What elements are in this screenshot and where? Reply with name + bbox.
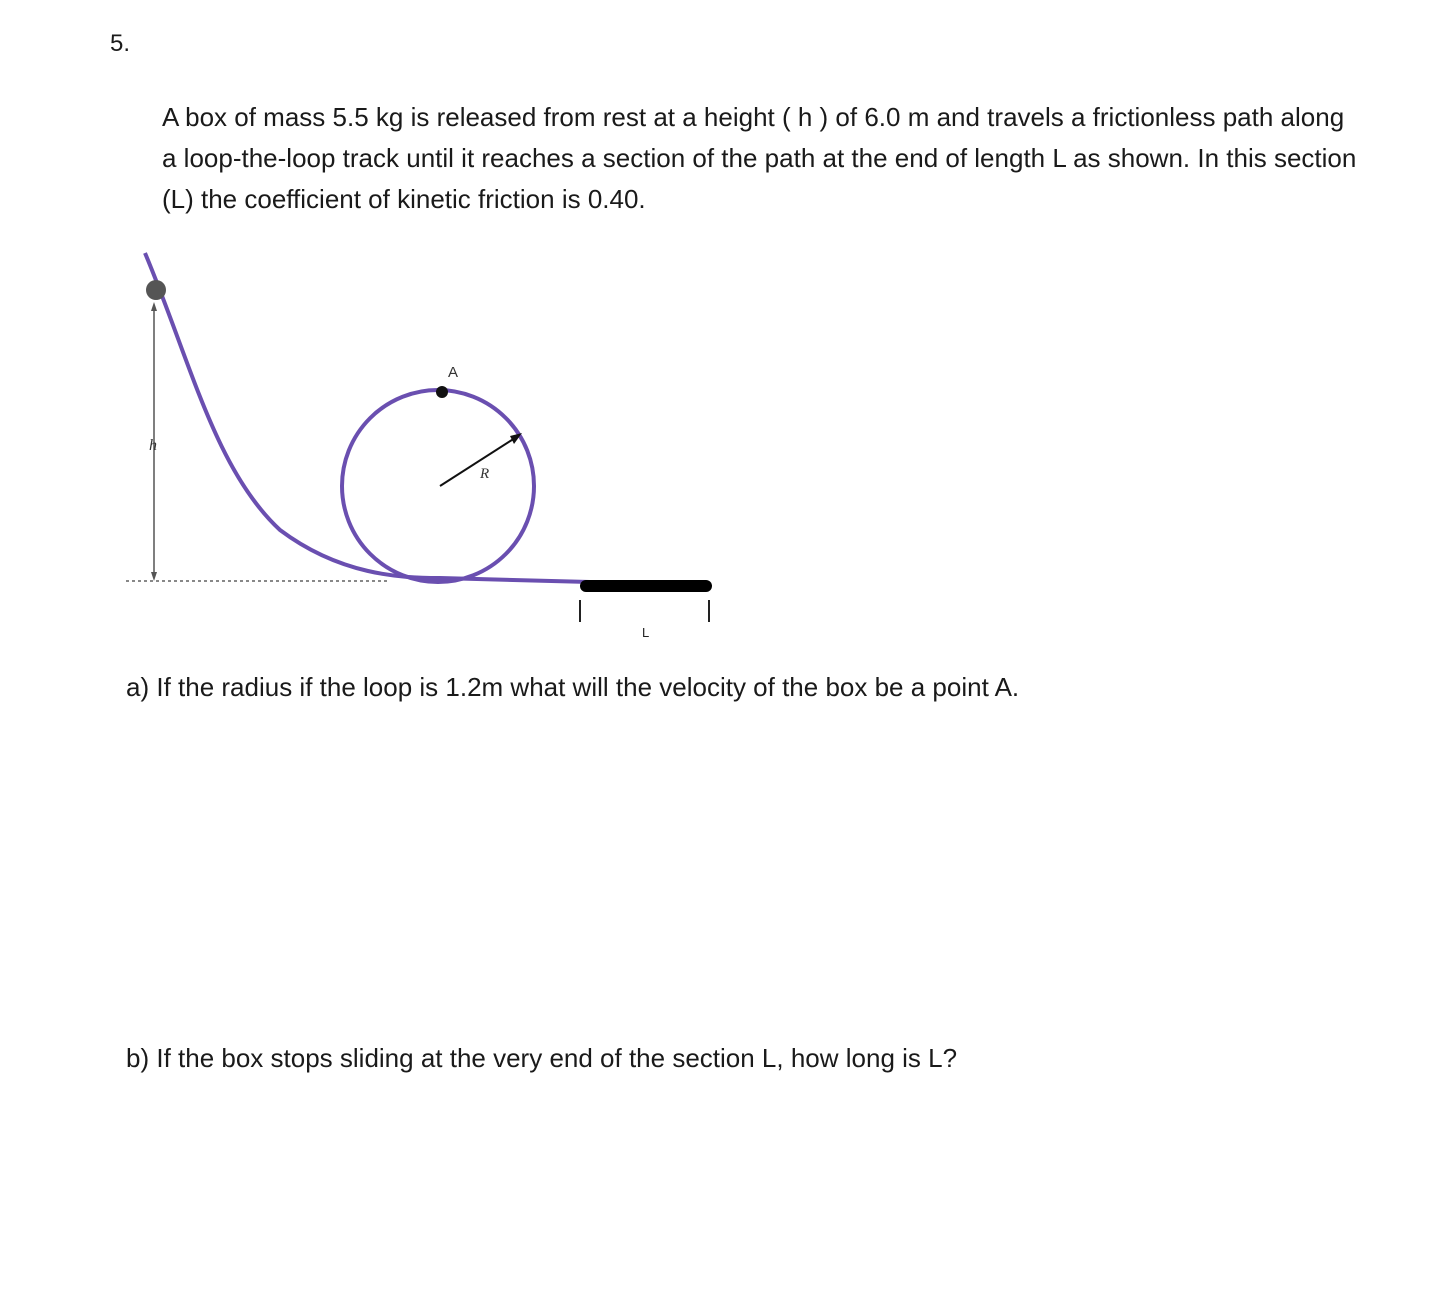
- label-h: h: [149, 437, 157, 454]
- problem-number: 5.: [110, 30, 131, 57]
- question-a: a) If the radius if the loop is 1.2m what will the velocity of the box be a point A.: [126, 672, 1020, 702]
- height-arrow-top-head: [151, 302, 157, 311]
- point-A-dot: [436, 386, 448, 398]
- question-b: b) If the box stops sliding at the very end of the section L, how long is L?: [126, 1043, 958, 1073]
- height-arrow-bottom-head: [151, 572, 157, 581]
- label-L: L: [642, 625, 650, 640]
- box-ball: [146, 280, 166, 300]
- problem-statement: A box of mass 5.5 kg is released from rest at a height ( h ) of 6.0 m and travels a frictionless path along a loop-the-loop track until it reaches a section of the path at the end of length L as shown. In this section (L) the coefficient of kinetic friction is 0.40.: [162, 102, 1357, 214]
- label-R: R: [480, 466, 490, 482]
- track-loop: [342, 390, 534, 582]
- radius-arrow: [440, 438, 515, 486]
- label-A: A: [448, 364, 459, 381]
